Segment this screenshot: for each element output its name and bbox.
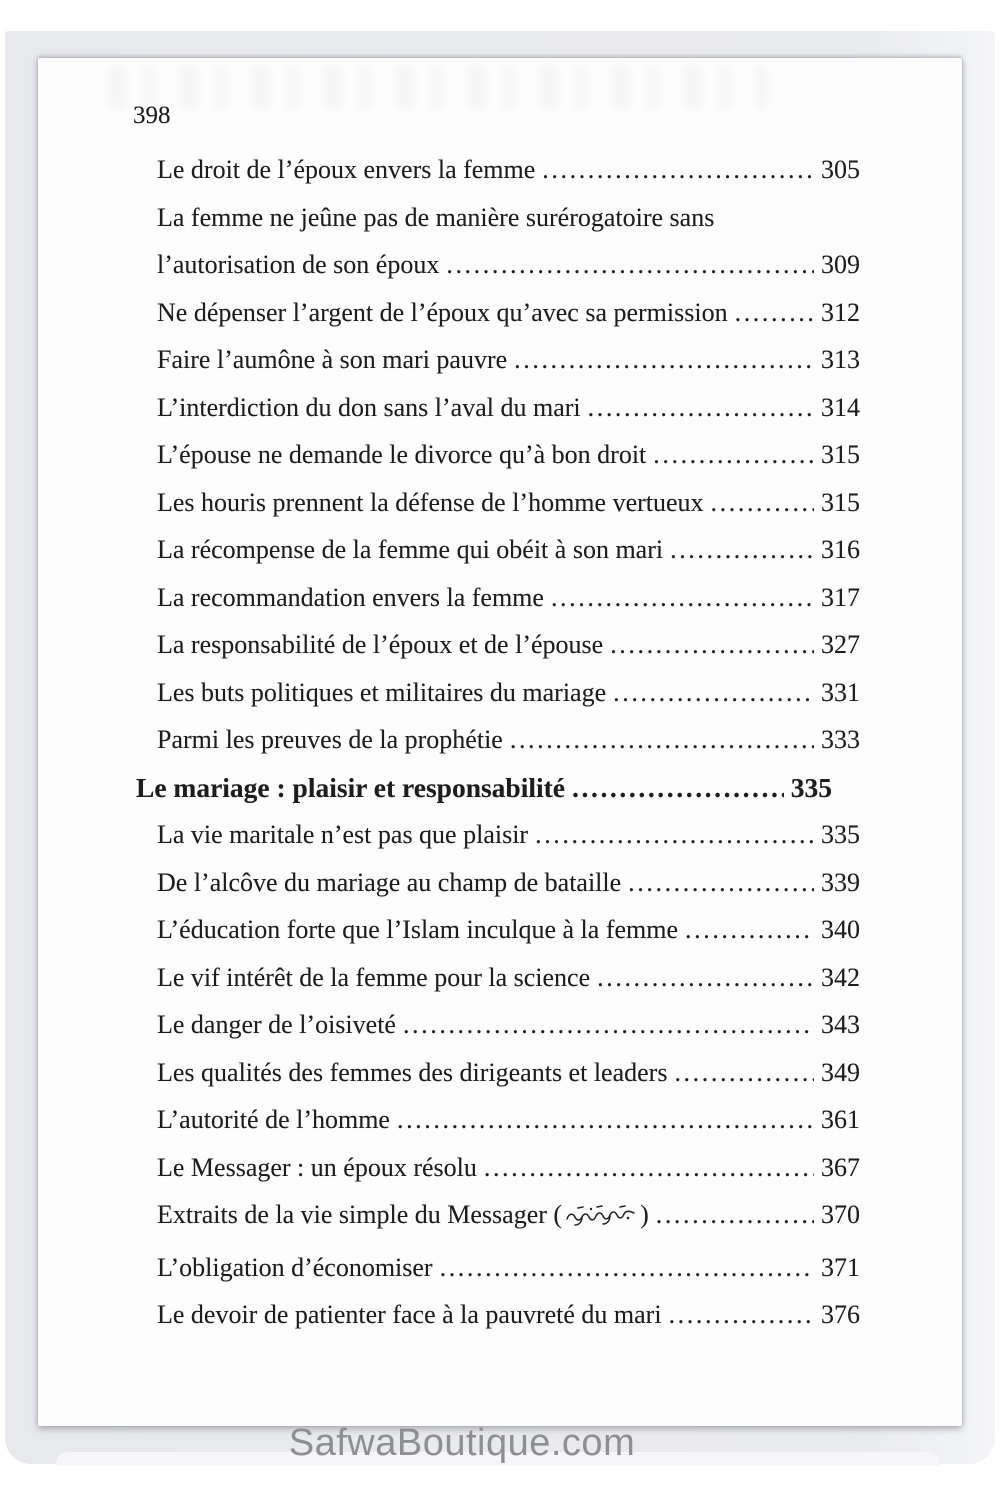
toc-entry-title: Le danger de l’oisiveté <box>157 1010 396 1039</box>
toc-entry-row <box>157 811 860 859</box>
toc-page-number: 327 <box>821 630 860 659</box>
salawat-honorific-glyph <box>564 1196 638 1244</box>
toc-entry <box>133 479 860 527</box>
toc-leader-dots <box>597 954 814 1002</box>
toc-entry <box>133 1191 860 1244</box>
watermark-text: SafwaBoutique.com <box>288 1422 636 1464</box>
toc-entry <box>133 621 860 669</box>
toc-leader-dots <box>674 1049 814 1097</box>
toc-entry-title: Le droit de l’époux envers la femme <box>157 155 536 184</box>
toc-entry-row <box>157 384 860 432</box>
toc-entry <box>133 431 860 479</box>
toc-entry-row <box>157 336 860 384</box>
toc-entry <box>133 384 860 432</box>
toc-entry-title: Le devoir de patienter face à la pauvreté du mari <box>157 1300 662 1329</box>
toc-entry-title: Le vif intérêt de la femme pour la science <box>157 962 591 992</box>
toc-entry <box>133 811 860 859</box>
toc-entry-row <box>157 1001 860 1049</box>
toc-entry-row <box>157 431 860 479</box>
toc-leader-dots <box>535 811 814 859</box>
salawat-honorific-icon <box>564 1204 638 1228</box>
toc-entry-row <box>157 1191 860 1244</box>
toc-page-number: 316 <box>821 535 860 564</box>
toc-page-number: 314 <box>821 392 860 422</box>
toc-entry <box>133 146 860 194</box>
toc-entry-row <box>157 289 860 337</box>
toc-page-number: 361 <box>821 1105 860 1134</box>
toc-entry-title: Le Messager : un époux résolu <box>157 1152 477 1182</box>
toc-list <box>133 146 860 1339</box>
toc-entry-row <box>157 1096 860 1144</box>
toc-entry <box>133 194 860 289</box>
toc-entry <box>133 716 860 764</box>
toc-leader-dots <box>440 1244 814 1292</box>
toc-entry-row <box>157 954 860 1002</box>
toc-entry-title: Les buts politiques et militaires du mariage <box>157 677 607 707</box>
toc-entry <box>133 1096 860 1144</box>
toc-page-number: 331 <box>821 677 860 707</box>
toc-entry-title: Les qualités des femmes des dirigeants et leaders <box>157 1057 668 1087</box>
toc-entry-line: La femme ne jeûne pas de manière surérogatoire sans <box>157 202 715 232</box>
toc-leader-dots <box>588 384 814 432</box>
toc-entry-title: Le mariage : plaisir et responsabilité <box>136 771 566 803</box>
toc-page-number: 371 <box>821 1252 860 1282</box>
toc-leader-dots <box>510 716 814 764</box>
toc-entry-title: La vie maritale n’est pas que plaisir <box>157 820 529 849</box>
toc-entry <box>133 669 860 717</box>
toc-entry-title: La recommandation envers la femme <box>157 582 544 612</box>
toc-leader-dots <box>613 669 814 717</box>
toc-entry-title: La responsabilité de l’époux et de l’épouse <box>157 630 604 659</box>
toc-entry-title: Ne dépenser l’argent de l’époux qu’avec sa permission <box>157 297 728 327</box>
page-number: 398 <box>133 102 171 129</box>
toc-entry-row <box>157 1244 860 1292</box>
toc-entry-row <box>157 621 860 669</box>
toc-page-number: 343 <box>821 1010 860 1039</box>
toc-entry-row <box>157 574 860 622</box>
toc-entry-row <box>157 146 860 194</box>
toc-entry-row <box>157 859 860 907</box>
toc-page-number: 309 <box>821 250 860 279</box>
toc-page-number: 305 <box>821 155 860 184</box>
page-bleedthrough-artifact <box>108 66 768 108</box>
toc-entry-title: Les houris prennent la défense de l’homme vertueux <box>157 487 704 517</box>
toc-page-number: 339 <box>821 867 860 897</box>
toc-entry-row <box>157 479 860 527</box>
toc-leader-dots <box>542 146 814 194</box>
toc-entry-title: L’épouse ne demande le divorce qu’à bon droit <box>157 440 647 469</box>
toc-entry-title: Extraits de la vie simple du Messager ( ) <box>157 1191 649 1244</box>
toc-entry-row <box>157 669 860 717</box>
toc-leader-dots <box>446 241 814 289</box>
toc-entry <box>133 336 860 384</box>
toc-page-number: 312 <box>821 297 860 327</box>
toc-leader-dots <box>669 1291 814 1339</box>
book-page <box>38 58 962 1426</box>
toc-entry-row <box>157 526 860 574</box>
toc-entry-title: l’autorisation de son époux <box>157 250 440 279</box>
toc-page-number: 333 <box>821 725 860 754</box>
toc-entry <box>133 1244 860 1292</box>
toc-page-number: 335 <box>790 771 832 803</box>
toc-entry <box>133 574 860 622</box>
toc-leader-dots <box>670 526 814 574</box>
toc-page-number: 349 <box>821 1057 860 1087</box>
toc-entry-title: L’interdiction du don sans l’aval du mari <box>157 392 581 422</box>
toc-entry-row <box>136 764 832 812</box>
toc-entry-title: L’éducation forte que l’Islam inculque à la femme <box>157 915 679 944</box>
toc-page-number: 317 <box>821 582 860 612</box>
toc-page-number: 342 <box>821 962 860 992</box>
toc-leader-dots <box>656 1191 814 1239</box>
toc-page-number: 376 <box>821 1300 860 1329</box>
toc-entry <box>133 1001 860 1049</box>
toc-entry-row <box>157 1144 860 1192</box>
toc-entry <box>133 954 860 1002</box>
toc-entry-row <box>157 716 860 764</box>
toc-entry <box>133 526 860 574</box>
bottom-white-strip <box>0 1466 1000 1500</box>
toc-page-number: 340 <box>821 915 860 944</box>
toc-leader-dots <box>711 479 814 527</box>
toc-entry-row <box>157 241 860 289</box>
toc-entry-row <box>157 1291 860 1339</box>
toc-leader-dots <box>397 1096 814 1144</box>
toc-entry-title: Parmi les preuves de la prophétie <box>157 725 503 754</box>
toc-page-number: 315 <box>821 487 860 517</box>
toc-leader-dots <box>514 336 814 384</box>
toc-entry-title: La récompense de la femme qui obéit à son mari <box>157 535 664 564</box>
toc-leader-dots <box>628 859 814 907</box>
toc-entry-title: De l’alcôve du mariage au champ de bataille <box>157 867 622 897</box>
toc-leader-dots <box>653 431 814 479</box>
toc-leader-dots <box>572 764 784 812</box>
toc-entry <box>133 1291 860 1339</box>
toc-entry <box>133 859 860 907</box>
toc-page-number: 313 <box>821 345 860 374</box>
toc-leader-dots <box>610 621 814 669</box>
toc-leader-dots <box>484 1144 814 1192</box>
toc-entry-title: L’autorité de l’homme <box>157 1105 390 1134</box>
toc-page-number: 370 <box>821 1200 860 1229</box>
toc-entry-title: L’obligation d’économiser <box>157 1252 433 1282</box>
toc-entry <box>133 1144 860 1192</box>
toc-leader-dots <box>735 289 814 337</box>
toc-leader-dots <box>551 574 814 622</box>
toc-entry <box>133 906 860 954</box>
toc-leader-dots <box>403 1001 814 1049</box>
toc-entry-row <box>157 906 860 954</box>
toc-page-number: 367 <box>821 1152 860 1182</box>
toc-page-number: 335 <box>821 820 860 849</box>
toc-entry-row <box>157 1049 860 1097</box>
toc-entry-title: Faire l’aumône à son mari pauvre <box>157 345 508 374</box>
toc-section-entry <box>133 764 860 812</box>
toc-entry <box>133 289 860 337</box>
toc-entry <box>133 1049 860 1097</box>
toc-page-number: 315 <box>821 440 860 469</box>
toc-leader-dots <box>685 906 814 954</box>
